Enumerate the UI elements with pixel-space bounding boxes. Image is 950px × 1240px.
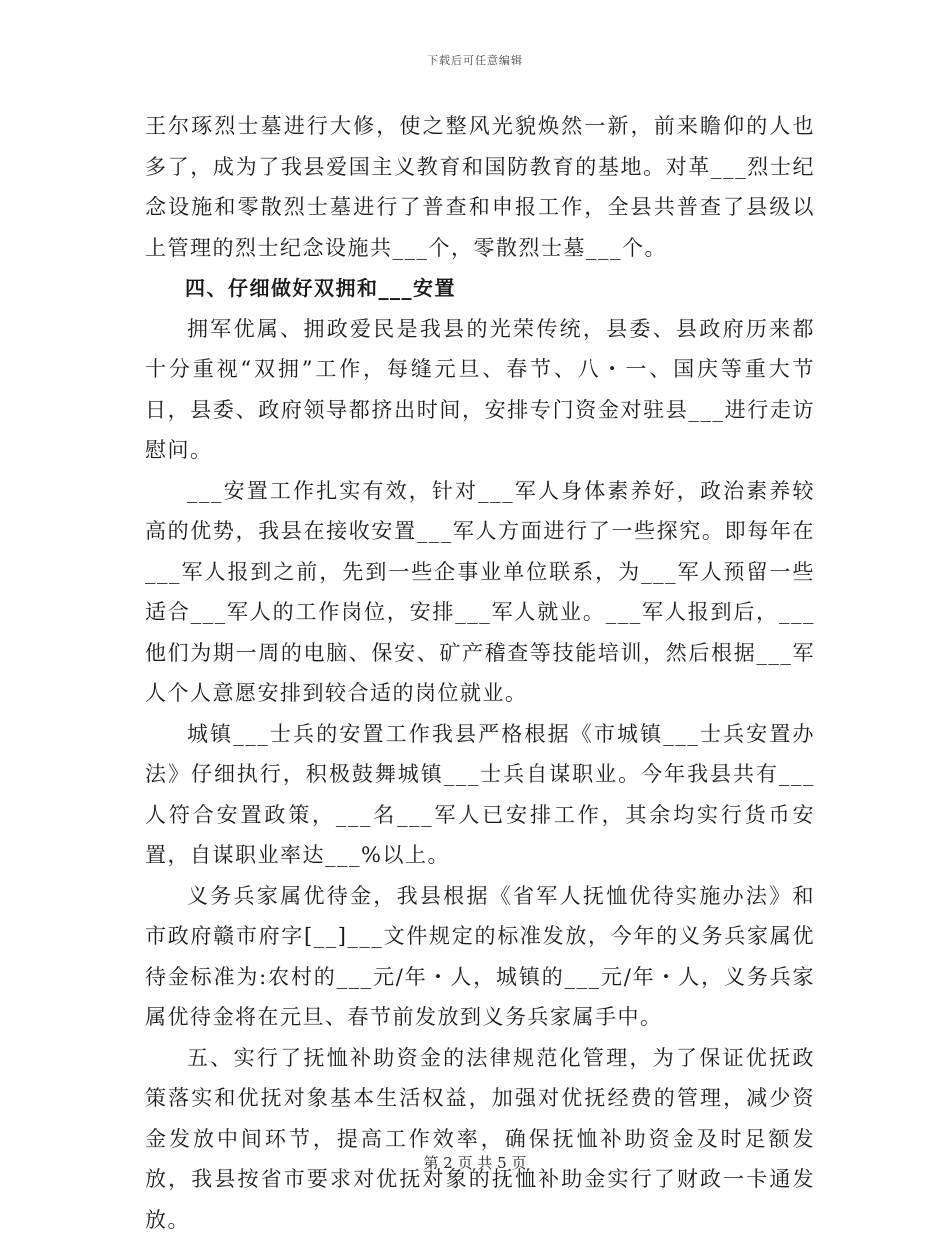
page-footer: 第 2 页 共 5 页 (0, 1152, 950, 1173)
paragraph-shuangyong: 拥军优属、拥政爱民是我县的光荣传统，县委、县政府历来都十分重视“双拥”工作，每缝元旦、春节、八・一、国庆等重大节日，县委、政府领导都挤出时间，安排专门资金对驻县___进行走访慰问。 (145, 309, 815, 471)
paragraph-chengzhen: 城镇___士兵的安置工作我县严格根据《市城镇___士兵安置办法》仔细执行，积极鼓舞城镇___士兵自谋职业。今年我县共有___人符合安置政策，___名___军人已安排工作，其余均实行货币安置，自谋职业率达___%以上。 (145, 714, 815, 876)
paragraph-section-5: 五、实行了抚恤补助资金的法律规范化管理，为了保证优抚政策落实和优抚对象基本生活权益，加强对优抚经费的管理，减少资金发放中间环节，提高工作效率，确保抚恤补助资金及时足额发放，我县按省市要求对优抚对象的抚恤补助金实行了财政一卡通发放。 (145, 1038, 815, 1240)
paragraph-yiwubing: 义务兵家属优待金，我县根据《省军人抚恤优待实施办法》和市政府赣市府字[__]___文件规定的标准发放，今年的义务兵家属优待金标准为:农村的___元/年・人，城镇的___元/年・人，义务兵家属优待金将在元旦、春节前发放到义务兵家属手中。 (145, 876, 815, 1038)
section-heading-4: 四、仔细做好双拥和___安置 (145, 268, 815, 309)
paragraph-continued: 王尔琢烈士墓进行大修，使之整风光貌焕然一新，前来瞻仰的人也多了，成为了我县爱国主义教育和国防教育的基地。对革___烈士纪念设施和零散烈士墓进行了普查和申报工作，全县共普查了县级以上管理的烈士纪念设施共___个，零散烈士墓___个。 (145, 106, 815, 268)
document-body (145, 106, 815, 1240)
page-header: 下载后可任意编辑 (0, 52, 950, 68)
paragraph-anzhi: ___安置工作扎实有效，针对___军人身体素养好，政治素养较高的优势，我县在接收安置___军人方面进行了一些探究。即每年在___军人报到之前，先到一些企事业单位联系，为___军人预留一些适合___军人的工作岗位，安排___军人就业。___军人报到后，___他们为期一周的电脑、保安、矿产稽查等技能培训，然后根据___军人个人意愿安排到较合适的岗位就业。 (145, 471, 815, 714)
